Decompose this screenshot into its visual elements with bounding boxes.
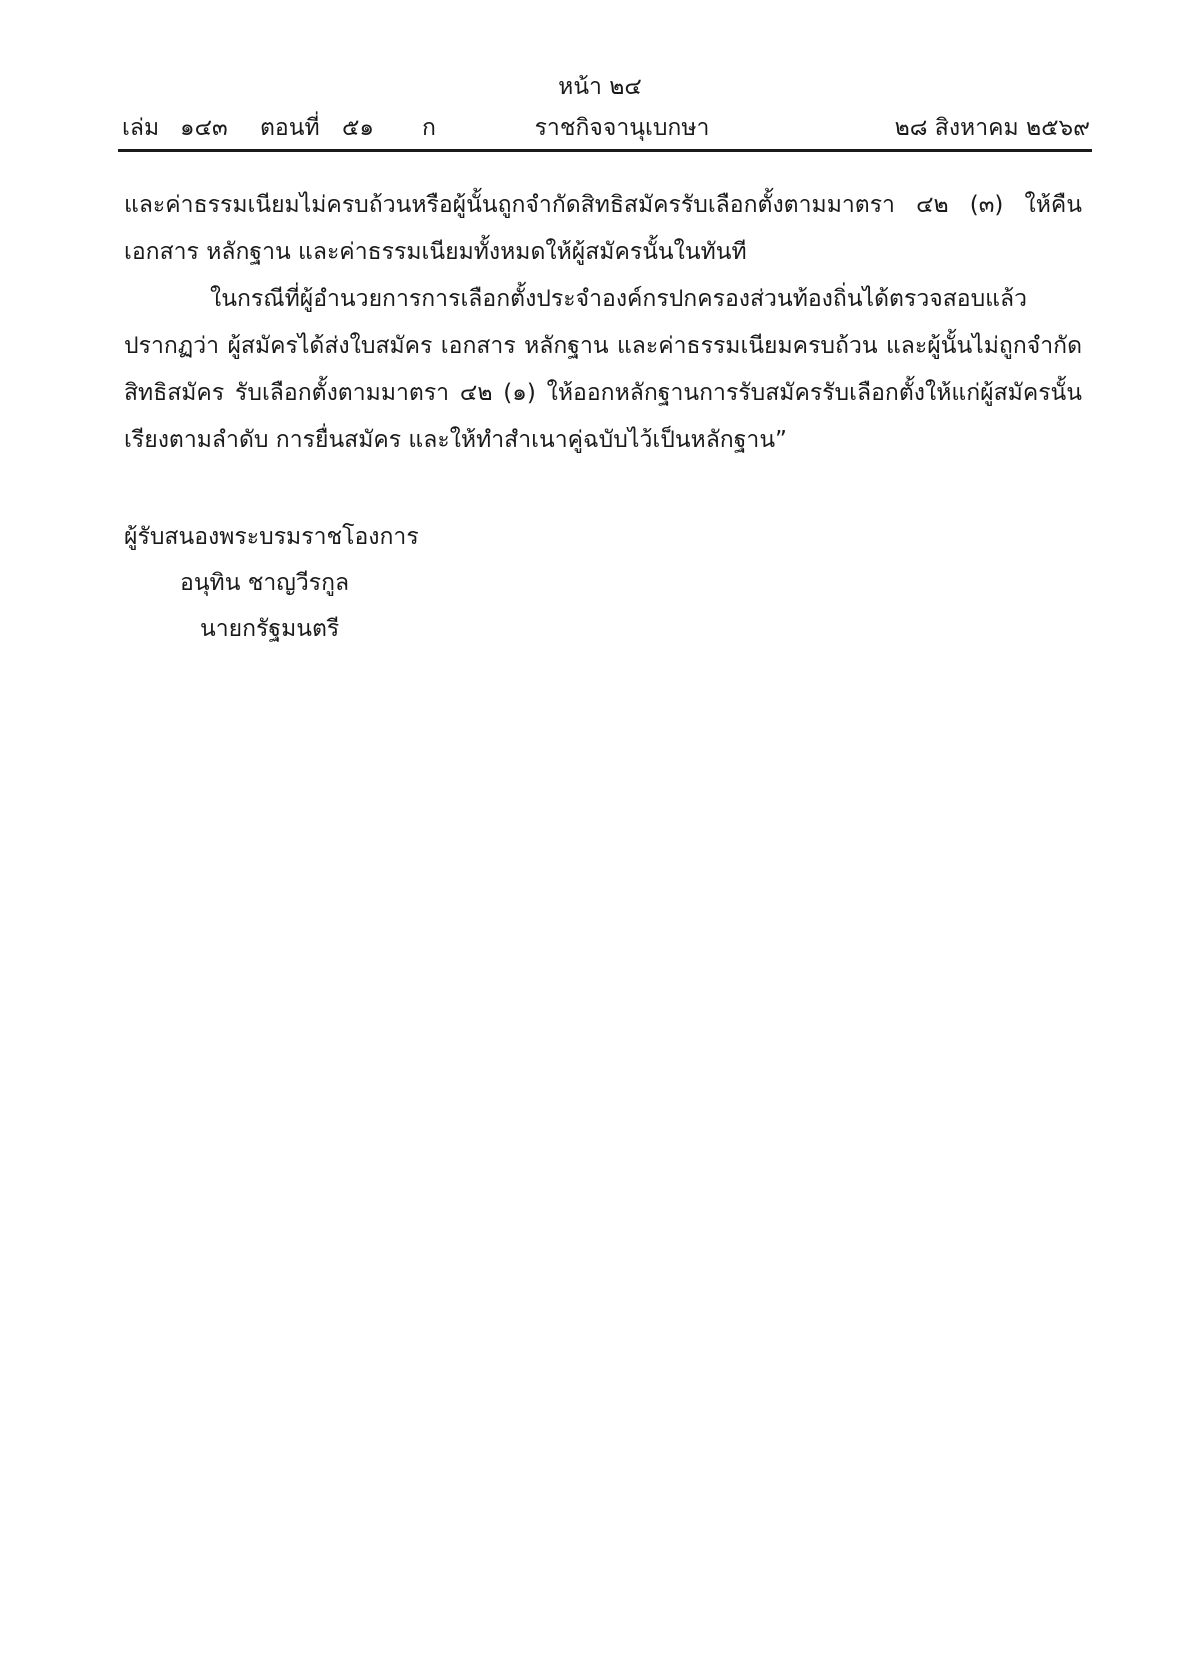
body-paragraph: ในกรณีที่ผู้อำนวยการการเลือกตั้งประจำองค์กรปกครองส่วนท้องถิ่นได้ตรวจสอบแล้วปรากฏว่า ผู้สมัครได้ส่งใบสมัคร เอกสาร หลักฐาน และค่าธรรมเนียมครบถ้วน และผู้นั้นไม่ถูกจำกัดสิทธิสมัคร รับเลือกตั้งตามมาตรา ๔๒ (๑) ให้ออกหลักฐานการรับสมัครรับเลือกตั้งให้แก่ผู้สมัครนั้นเรียงตามลำดับ การยื่นสมัคร และให้ทำสำเนาคู่ฉบับไว้เป็นหลักฐาน”	[124, 286, 1082, 453]
signature-block	[124, 514, 419, 652]
document-body	[124, 182, 1082, 464]
gazette-header	[122, 112, 1090, 144]
issue-label: ตอนที่	[260, 115, 320, 141]
signatory-name: อนุทิน ชาญวีรกูล	[180, 570, 350, 596]
body-paragraph: และค่าธรรมเนียมไม่ครบถ้วนหรือผู้นั้นถูกจำกัดสิทธิสมัครรับเลือกตั้งตามมาตรา ๔๒ (๓) ให้คืนเอกสาร หลักฐาน และค่าธรรมเนียมทั้งหมดให้ผู้สมัครนั้นในทันที	[124, 192, 1082, 265]
issue-number: ๕๑	[342, 115, 375, 141]
signatory-title: นายกรัฐมนตรี	[200, 616, 340, 642]
countersign-label: ผู้รับสนองพระบรมราชโองการ	[124, 524, 419, 550]
header-divider	[118, 149, 1092, 152]
section-letter: ก	[422, 115, 436, 141]
page-number: หน้า ๒๔	[558, 74, 642, 100]
volume-label: เล่ม	[122, 115, 160, 141]
volume-number: ๑๔๓	[180, 115, 228, 141]
gazette-name: ราชกิจจานุเบกษา	[534, 115, 710, 141]
publication-date: ๒๘ สิงหาคม ๒๕๖๙	[894, 115, 1090, 141]
